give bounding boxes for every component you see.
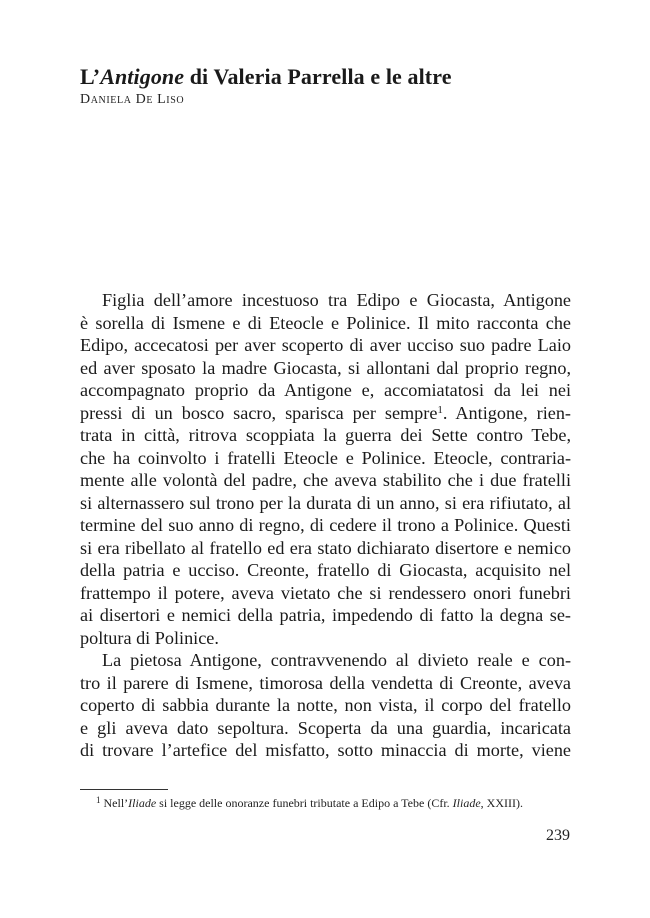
body-line: accompagnato proprio da Antigone e, accomiatatosi da lei nei [80, 380, 571, 400]
footnote-divider [80, 789, 168, 790]
body-line-segment: . Antigone, rien- [442, 402, 571, 423]
title-suffix: di Valeria Parrella e le altre [184, 64, 452, 89]
body-line: Figlia dell’amore incestuoso tra Edipo e Giocasta, Antigone [102, 290, 571, 310]
footnote-text: , XXIII). [480, 796, 523, 810]
body-line: poltura di Polinice. [80, 627, 219, 648]
footnote-number: 1 [96, 795, 101, 805]
title-italic: Antigone [100, 64, 185, 89]
footnote-text: Nell’ [103, 796, 129, 810]
body-line: ed aver sposato la madre Giocasta, si allontani dal proprio regno, [80, 357, 571, 378]
title-prefix: L’ [80, 64, 101, 89]
body-line: tro il parere di Ismene, timorosa della vendetta di Creonte, aveva [80, 672, 571, 693]
body-line: coperto di sabbia durante la notte, non vista, il corpo del fratello [80, 695, 571, 715]
body-line: mente alle volontà del padre, che aveva stabilito che i due fratelli [80, 470, 571, 490]
author-name: Daniela De Liso [80, 92, 185, 107]
page-number: 239 [546, 827, 570, 844]
body-line-with-footnote-ref [80, 402, 571, 425]
footnote-italic: Iliade [128, 796, 157, 810]
body-line: e gli aveva dato sepoltura. Scoperta da una guardia, incaricata [80, 717, 571, 738]
footnote [96, 796, 523, 811]
body-text [80, 289, 571, 762]
body-line: della patria e ucciso. Creonte, fratello di Giocasta, acquisito nel [80, 560, 571, 580]
chapter-title [80, 64, 452, 90]
body-line-segment: pressi di un bosco sacro, sparisca per sempre [80, 402, 438, 423]
body-line: di trovare l’artefice del misfatto, sotto minaccia di morte, viene [80, 740, 571, 760]
body-line: Edipo, accecatosi per aver scoperto di aver ucciso suo padre Laio [80, 335, 571, 355]
footnote-text: si legge delle onoranze funebri tributate a Edipo a Tebe (Cfr. [156, 796, 453, 810]
body-line: La pietosa Antigone, contravvenendo al divieto reale e con- [102, 650, 571, 670]
body-line: si era ribellato al fratello ed era stato dichiarato disertore e nemico [80, 537, 571, 558]
body-line: ai disertori e nemici della patria, impedendo di fatto la degna se- [80, 605, 571, 625]
body-line: trata in città, ritrova scoppiata la guerra dei Sette contro Tebe, [80, 425, 571, 445]
body-line: si alternassero sul trono per la durata di un anno, si era rifiutato, al [80, 492, 571, 513]
footnote-ref[interactable]: 1 [437, 403, 443, 416]
footnote-italic: Iliade [452, 796, 481, 810]
body-line: frattempo il potere, aveva vietato che si rendessero onori funebri [80, 582, 571, 603]
body-line: termine del suo anno di regno, di cedere il trono a Polinice. Questi [80, 515, 571, 535]
body-line: che ha coinvolto i fratelli Eteocle e Polinice. Eteocle, contraria- [80, 447, 571, 468]
body-line: è sorella di Ismene e di Eteocle e Polinice. Il mito racconta che [80, 312, 571, 333]
